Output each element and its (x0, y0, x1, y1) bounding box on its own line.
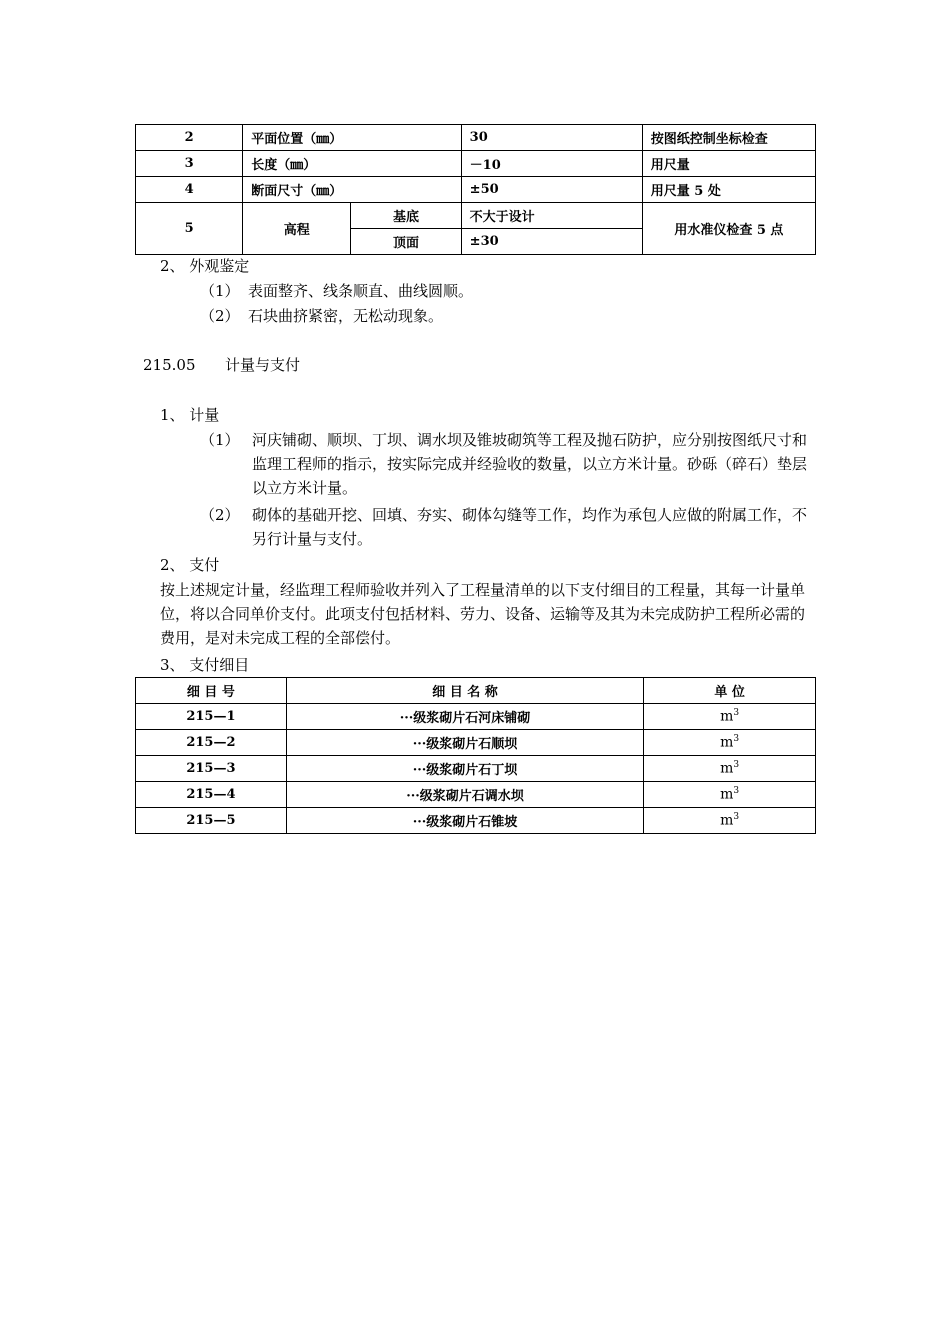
item-number: 215—4 (136, 782, 287, 808)
item-name: ···级浆砌片石河床铺砌 (286, 704, 643, 730)
check-method: 用尺量 (642, 151, 815, 177)
payment-items-heading: 3、 支付细目 (160, 656, 250, 674)
item-number: （2） (200, 307, 240, 325)
item-number: （2） (200, 506, 240, 524)
inspection-table (135, 124, 816, 255)
item-unit: $m^3$ (644, 730, 816, 756)
payment-heading: 2、 支付 (160, 556, 220, 574)
table-row (136, 125, 816, 151)
table-header-row (136, 678, 816, 704)
allowed-value: ±50 (461, 177, 642, 203)
check-item: 高程 (243, 203, 351, 255)
measurement-heading: 1、 计量 (160, 406, 220, 424)
table-row (136, 782, 816, 808)
table-row (136, 151, 816, 177)
appearance-heading: 2、 外观鉴定 (160, 257, 250, 275)
table-row (136, 203, 816, 229)
row-number: 3 (136, 151, 243, 177)
table-row (136, 756, 816, 782)
item-unit: $m^3$ (644, 782, 816, 808)
check-method: 用水准仪检查 5 点 (642, 203, 815, 255)
list-item (200, 304, 443, 328)
item-text: 河庆铺砌、顺坝、丁坝、调水坝及锥坡砌筑等工程及抛石防护，应分别按图纸尺寸和监理工程师的指示，按实际完成并经验收的数量，以立方米计量。砂砾（碎石）垫层以立方米计量。 (252, 431, 808, 497)
item-number: 215—3 (136, 756, 287, 782)
check-method: 用尺量 5 处 (642, 177, 815, 203)
row-number: 2 (136, 125, 243, 151)
table-row (136, 704, 816, 730)
item-name: ···级浆砌片石调水坝 (286, 782, 643, 808)
item-unit: $m^3$ (644, 808, 816, 834)
row-number: 5 (136, 203, 243, 255)
item-number: 215—1 (136, 704, 287, 730)
item-unit: $m^3$ (644, 704, 816, 730)
payment-paragraph: 按上述规定计量，经监理工程师验收并列入了工程量清单的以下支付细目的工程量，其每一计量单位，将以合同单价支付。此项支付包括材料、劳力、设备、运输等及其为未完成防护工程所必需的费用，是对未完成工程的全部偿付。 (160, 581, 806, 647)
check-item: 长度（㎜） (243, 151, 461, 177)
sub-item-label: 顶面 (351, 229, 461, 255)
table-row (136, 730, 816, 756)
item-number: （1） (200, 282, 240, 300)
payment-items-table (135, 677, 816, 834)
allowed-value: ±30 (461, 229, 642, 255)
item-name: ···级浆砌片石丁坝 (286, 756, 643, 782)
allowed-value: 不大于设计 (461, 203, 642, 229)
item-number: （1） (200, 431, 240, 449)
table-row (136, 177, 816, 203)
item-text: 石块曲挤紧密，无松动现象。 (248, 307, 444, 325)
check-item: 平面位置（㎜） (243, 125, 461, 151)
sub-item-label: 基底 (351, 203, 461, 229)
item-text: 表面整齐、线条顺直、曲线圆顺。 (248, 282, 474, 300)
header-item-number: 细 目 号 (136, 678, 287, 704)
check-method: 按图纸控制坐标检查 (642, 125, 815, 151)
item-name: ···级浆砌片石锥坡 (286, 808, 643, 834)
section-number: 215.05 (143, 356, 196, 374)
row-number: 4 (136, 177, 243, 203)
list-item (200, 279, 473, 303)
table-row (136, 808, 816, 834)
item-number: 215—2 (136, 730, 287, 756)
item-text: 砌体的基础开挖、回填、夯实、砌体勾缝等工作，均作为承包人应做的附属工作，不另行计量与支付。 (252, 506, 808, 548)
item-number: 215—5 (136, 808, 287, 834)
header-item-name: 细 目 名 称 (286, 678, 643, 704)
allowed-value: 30 (461, 125, 642, 151)
section-title: 计量与支付 (225, 356, 301, 374)
item-name: ···级浆砌片石顺坝 (286, 730, 643, 756)
header-unit: 单 位 (644, 678, 816, 704)
check-item: 断面尺寸（㎜） (243, 177, 461, 203)
section-heading (143, 353, 300, 377)
allowed-value: －10 (461, 151, 642, 177)
item-unit: $m^3$ (644, 756, 816, 782)
